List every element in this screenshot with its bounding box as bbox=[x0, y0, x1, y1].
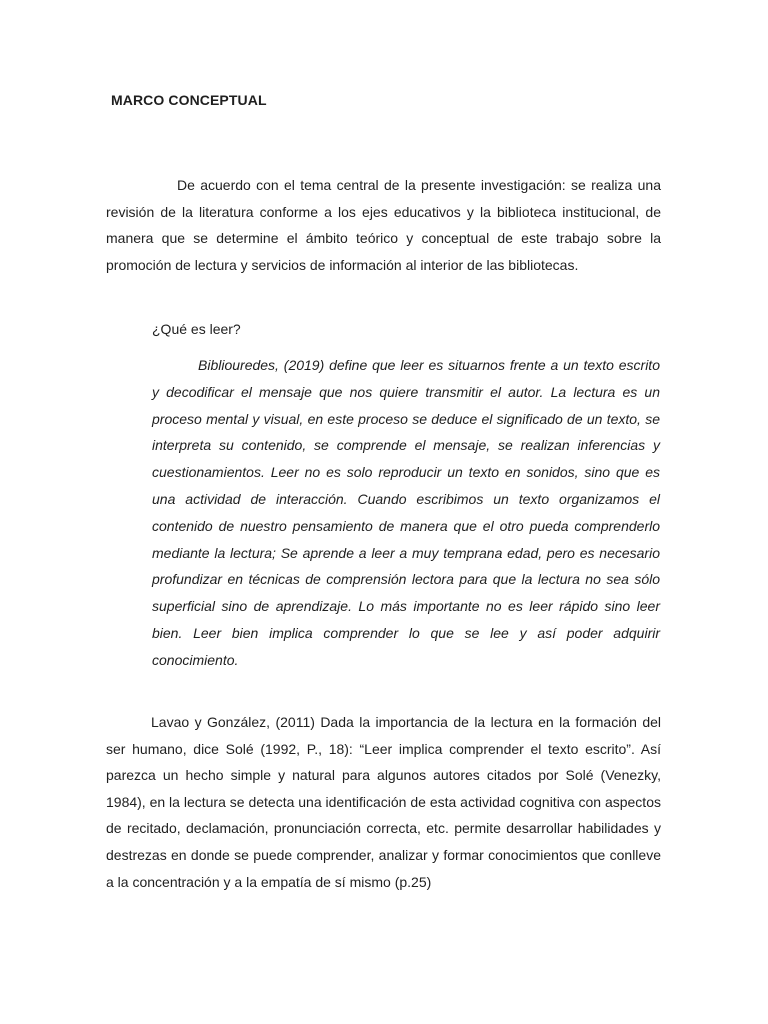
subsection-question: ¿Qué es leer? bbox=[152, 321, 241, 337]
intro-paragraph: De acuerdo con el tema central de la presente investigación: se realiza una revisión de la literatura conforme a los ejes educativos y la biblioteca institucional, de manera que se determine el ámbito teórico y conceptual de este trabajo sobre la promoción de lectura y servicios de información al interior de las bibliotecas. bbox=[106, 177, 661, 273]
section-heading: MARCO CONCEPTUAL bbox=[111, 92, 267, 108]
body-paragraph: Lavao y González, (2011) Dada la importancia de la lectura en la formación del ser humano, dice Solé (1992, P., 18): “Leer implica comprender el texto escrito”. Así parezca un hecho simple y natural para algunos autores citados por Solé (Venezky, 1984), en la lectura se detecta una identificación de esta actividad cognitiva con aspectos de recitado, declamación, pronunciación correcta, etc. permite desarrollar habilidades y destrezas en donde se puede comprender, analizar y formar conocimientos que conlleve a la concentración y a la empatía de sí mismo (p.25) bbox=[106, 714, 661, 890]
block-quote: Bibliouredes, (2019) define que leer es situarnos frente a un texto escrito y decodificar el mensaje que nos quiere transmitir el autor. La lectura es un proceso mental y visual, en este proceso se deduce el significado de un texto, se interpreta su contenido, se comprende el mensaje, se realizan inferencias y cuestionamientos. Leer no es solo reproducir un texto en sonidos, sino que es una actividad de interacción. Cuando escribimos un texto organizamos el contenido de nuestro pensamiento de manera que el otro pueda comprenderlo mediante la lectura; Se aprende a leer a muy temprana edad, pero es necesario profundizar en técnicas de comprensión lectora para que la lectura no sea sólo superficial sino de aprendizaje. Lo más importante no es leer rápido sino leer bien. Leer bien implica comprender lo que se lee y así poder adquirir conocimiento. bbox=[152, 357, 660, 668]
